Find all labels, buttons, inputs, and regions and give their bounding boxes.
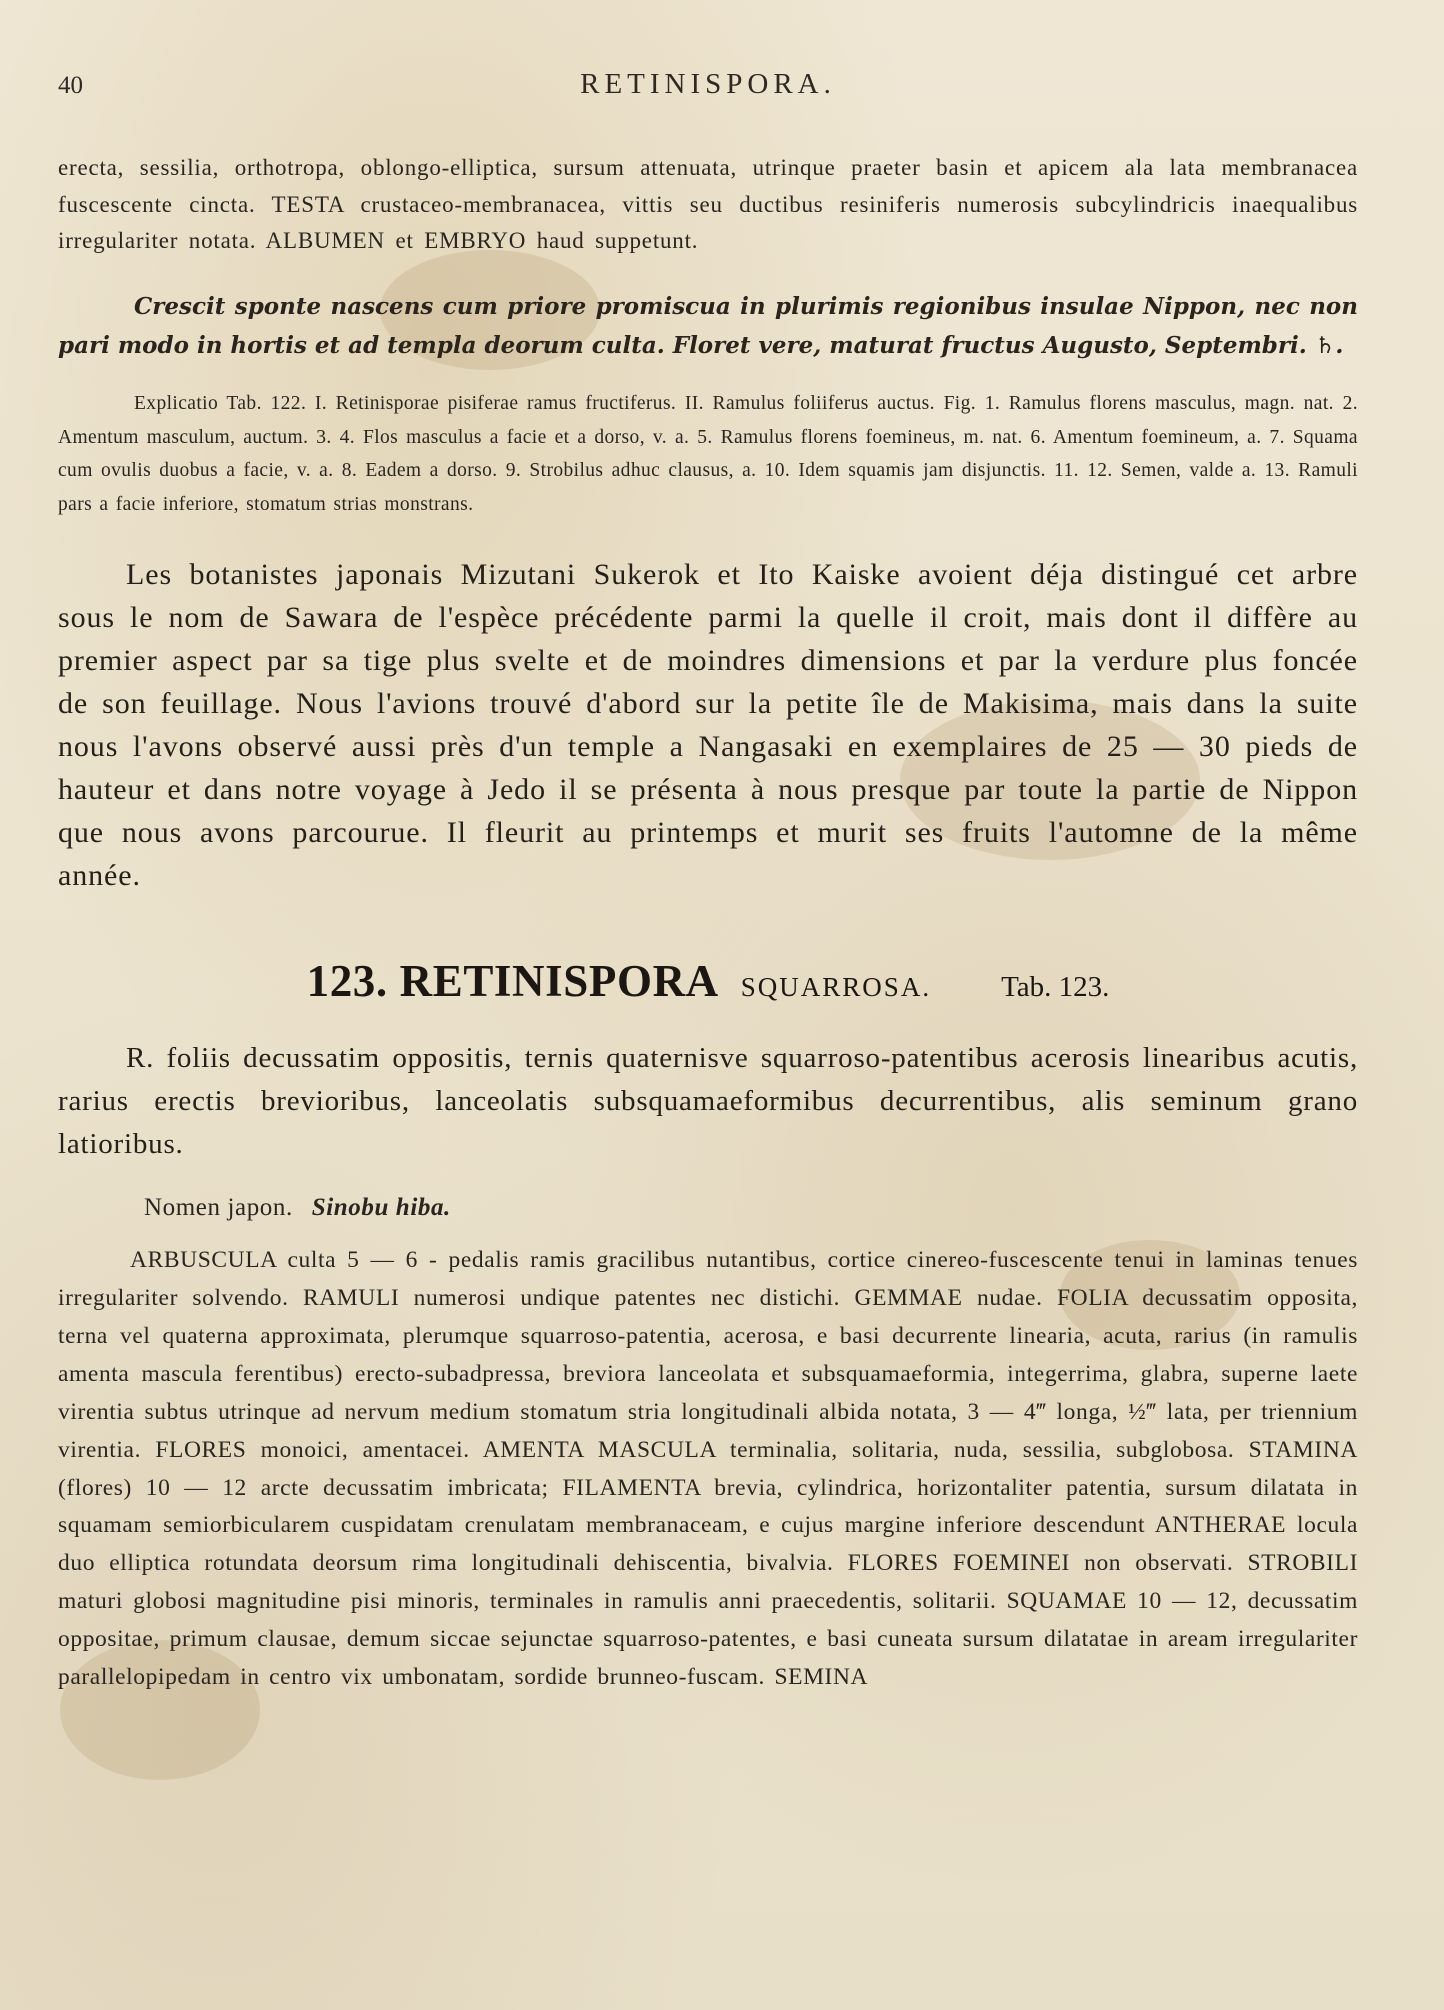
page-header-title: RETINISPORA. — [580, 68, 836, 100]
page — [58, 60, 1358, 1697]
section-species: SQUARROSA. — [740, 972, 932, 1003]
habitat-paragraph: Crescit sponte nascens cum priore promiscua in plurimis regionibus insulae Nippon, nec non pari modo in hortis et ad templa deorum culta. Floret vere, maturat fructus Augusto, Septembri. ♄. — [58, 293, 1358, 359]
page-number: 40 — [58, 72, 83, 99]
japanese-name-label: Nomen japon. — [144, 1194, 293, 1222]
japanese-name-value: Sinobu hiba. — [311, 1194, 451, 1222]
diagnosis-paragraph: R. foliis decussatim oppositis, ternis quaternisve squarroso-patentibus acerosis linearibus acutis, rarius erectis brevioribus, lanceolatis subsquamaeformibus decurrentibus, alis seminum grano latioribus. — [58, 1042, 1358, 1161]
plate-explanation: Explicatio Tab. 122. I. Retinisporae pisiferae ramus fructiferus. II. Ramulus foliiferus auctus. Fig. 1. Ramulus florens masculus, magn. nat. 2. Amentum masculum, auctum. 3. 4. Flos masculus a facie et a dorso, v. a. 5. Ramulus florens foemineus, m. nat. 6. Amentum foemineum, a. 7. Squama cum ovulis duobus a facie, v. a. 8. Eadem a dorso. 9. Strobilus adhuc clausus, a. 10. Idem squamis jam disjunctis. 11. 12. Semen, valde a. 13. Ramuli pars a facie inferiore, stomatum strias monstrans. — [58, 393, 1358, 515]
section-number-genus: 123. RETINISPORA — [306, 956, 719, 1007]
section-tab-reference: Tab. 123. — [1001, 971, 1110, 1004]
running-head — [58, 60, 1358, 106]
japanese-name-line — [144, 1194, 1358, 1222]
species-description: ARBUSCULA culta 5 — 6 - pedalis ramis gracilibus nutantibus, cortice cinereo-fuscescente tenui in laminas tenues irregulariter solvendo. RAMULI numerosi undique patentes nec distichi. GEMMAE nudae. FOLIA decussatim opposita, terna vel quaterna approximata, plerumque squarroso-patentia, acerosa, e basi decurrente linearia, acuta, rarius (in ramulis amenta mascula ferentibus) erecto-subadpressa, breviora lanceolata et subsquamaeformia, integerrima, glabra, superne laete virentia subtus utrinque ad nervum medium stomatum stria longitudinali albida notata, 3 — 4‴ longa, ½‴ lata, per triennium virentia. FLORES monoici, amentacei. AMENTA MASCULA terminalia, solitaria, nuda, sessilia, subglobosa. STAMINA (flores) 10 — 12 arcte decussatim imbricata; FILAMENTA brevia, cylindrica, horizontaliter patentia, sursum dilatata in squamam semiorbicularem cuspidatam crenulatam membranaceam, e cujus margine inferiore descendunt ANTHERAE locula duo elliptica rotundata deorsum rima longitudinali dehiscentia, bivalvia. FLORES FOEMINEI non observati. STROBILI maturi globosi magnitudine pisi minoris, terminales in ramulis anni praecedentis, solitarii. SQUAMAE 10 — 12, decussatim oppositae, primum clausae, demum siccae sejunctae squarroso-patentes, e basi cuneata sursum dilatatae in aream irregulariter parallelopipedam in centro vix umbonatam, sordide brunneo-fuscam. SEMINA — [58, 1247, 1358, 1691]
section-heading — [58, 955, 1358, 1007]
french-paragraph: Les botanistes japonais Mizutani Sukerok et Ito Kaiske avoient déja distingué cet arbre sous le nom de Sawara de l'espèce précédente parmi la quelle il croit, mais dont il diffère au premier aspect par sa tige plus svelte et de moindres dimensions et par la verdure plus foncée de son feuillage. Nous l'avions trouvé d'abord sur la petite île de Makisima, mais dans la suite nous l'avons observé aussi près d'un temple a Nangasaki en exemplaires de 25 — 30 pieds de hauteur et dans notre voyage à Jedo il se présenta à nous presque par toute la partie de Nippon que nous avons parcourue. Il fleurit au printemps et murit ses fruits l'automne de la même année. — [58, 558, 1358, 893]
description-continued: erecta, sessilia, orthotropa, oblongo-elliptica, sursum attenuata, utrinque praeter basin et apicem ala lata membranacea fuscescente cincta. TESTA crustaceo-membranacea, vittis seu ductibus resiniferis numerosis subcylindricis inaequalibus irregulariter notata. ALBUMEN et EMBRYO haud suppetunt. — [58, 155, 1358, 254]
